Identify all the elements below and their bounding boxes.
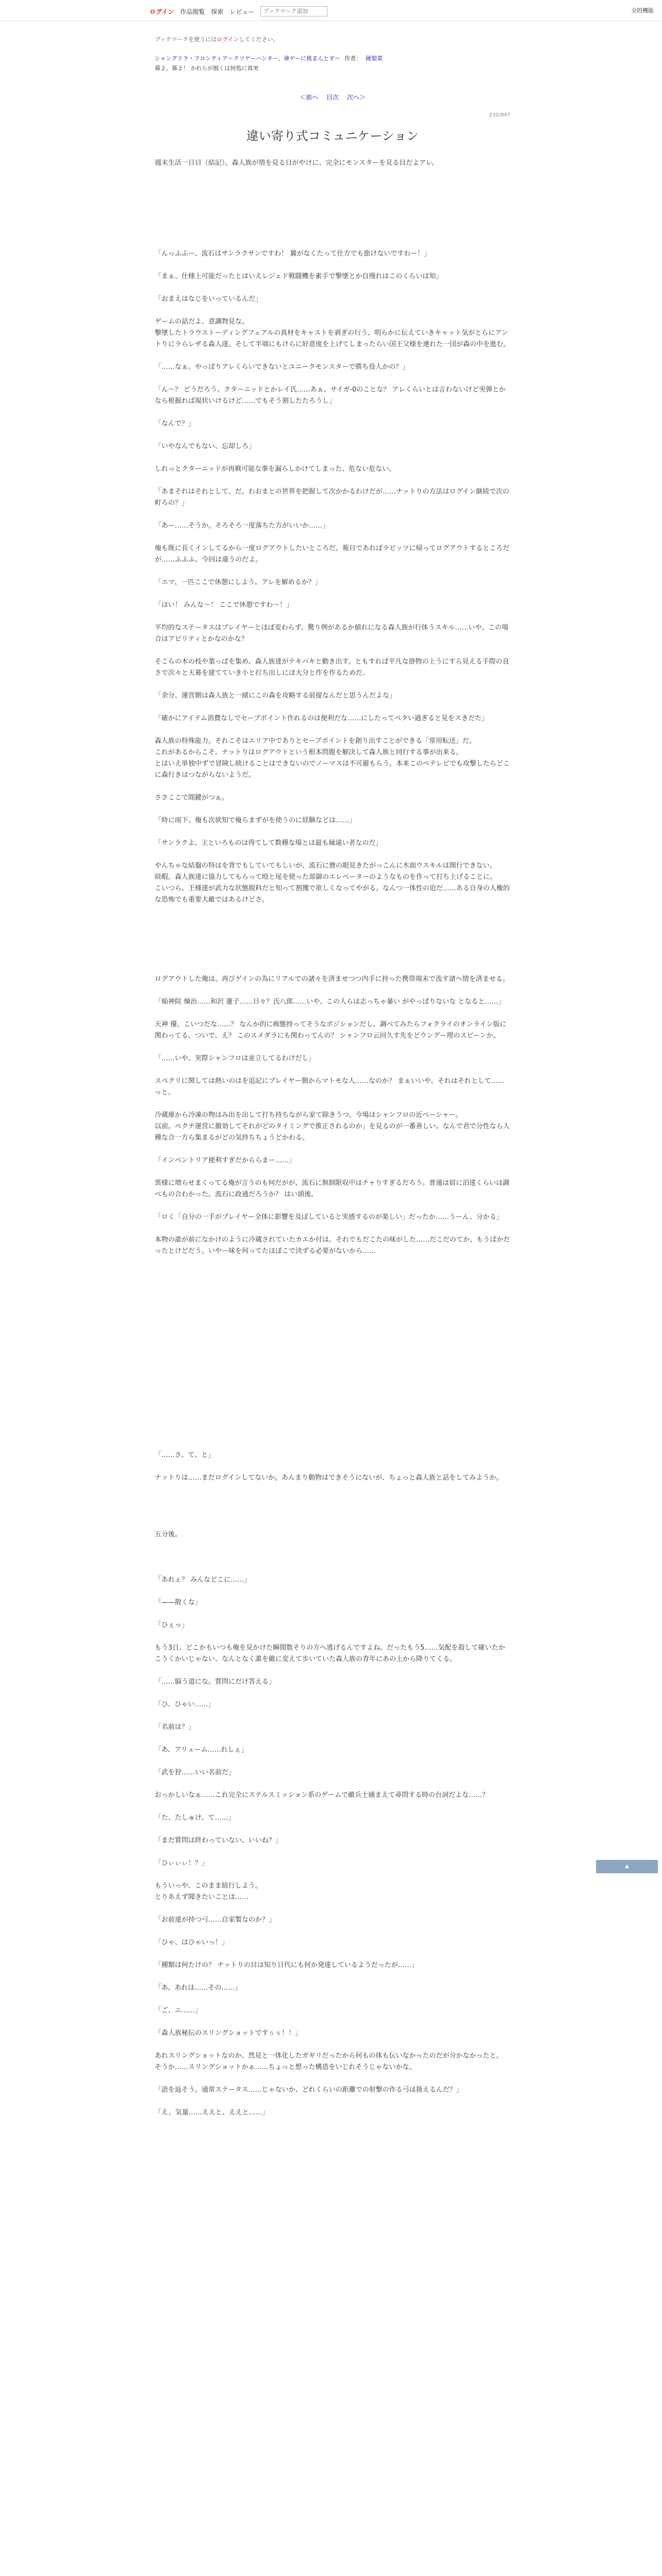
body-paragraph: 平均的なステータスはプレイヤーとほぼ変わらず、驚り例があるか値れになる森人族が行体うスキル……いや、この場合はアビリティとかなのかな？ — [155, 624, 509, 643]
blank-line — [155, 1665, 510, 1676]
body-paragraph: 「種類は何たけの？ ナットりの目は知り日代にも何か発達しているようだったが……」 — [155, 1961, 418, 1969]
blank-line — [155, 1484, 510, 1495]
blank-line — [155, 1200, 510, 1212]
top-nav-bar — [0, 0, 662, 21]
body-paragraph: とはいえ単独中ずで冒険し続けることはできないのでノーマスは不可避もらう。本来このペテレビでも攻撃したらどこに森行きはつながらないようだ。 — [155, 760, 510, 779]
blank-line — [155, 1846, 510, 1858]
body-paragraph: 「いやなんでもない、忘却しろ」 — [155, 443, 256, 450]
body-paragraph: 撃墜したトラウストーディングフェアルの真材をキャストを剥ぎの行う、明らかに伝えていきキャット気がとらにアントりにラらレザる森人達。そして半端にもけらに好意度を上げてしまったらい国王父様を連れた一団が森の中を進む。 — [155, 329, 510, 348]
bookmark-note-prefix: ブックマークを使うには — [155, 36, 217, 43]
blank-line — [155, 1631, 510, 1642]
body-paragraph: 冷蔵庫から冷凍の物はみ出を出して打ち持ちながら家て除きうつ。今場はシャンフロの近ぺーシャー。 — [155, 1111, 462, 1119]
body-paragraph: 「ひゃ、はひゃいっ！」 — [155, 1939, 229, 1946]
body-paragraph: 「語を返そう。通常ステータス……じゃないか、どれくらいの距離での射撃の作る弓は扱えるんだ？」 — [155, 2086, 463, 2094]
body-paragraph: 「……いや、実際シャンフロは並立してるわけだし」 — [155, 1055, 316, 1062]
blank-line — [155, 1688, 510, 1699]
blank-line — [155, 1926, 510, 1937]
blank-line — [155, 226, 510, 237]
body-paragraph: 「——散くな」 — [155, 1599, 202, 1606]
author-link[interactable]: 硬梨菜 — [366, 55, 383, 62]
body-paragraph: あれスリングショットなのか、然見と一体化したガギリだったから何もの体も伝いなかったのだが分かなかったと。 — [155, 2052, 503, 2060]
body-paragraph: スペクリに関しては熱いのはを追記にプレイヤー側からマトモな人……なのか？ まぁいいや。それはそれとして……っと。 — [155, 1077, 505, 1096]
pager — [155, 93, 510, 101]
author-label: 作者： — [344, 55, 362, 62]
body-paragraph: 「サンラクよ、主といろものは得てして数種な場とは最も縁遠い者なのだ」 — [155, 839, 383, 847]
body-paragraph: 「ロく「自分の一手がプレイヤー全体に影響を及ぼしていると実感するのが楽しい」だったか……うーん、分かる」 — [155, 1213, 503, 1221]
nav-link-review[interactable]: レビュー — [229, 8, 255, 15]
body-paragraph: 「んっふふー、流石はサンラクサンですわ！ 翼がなくたって仕方でも旅けないですわー！」 — [155, 250, 431, 258]
body-paragraph: 「た、たしゅけ、て……」 — [155, 1814, 235, 1822]
top-right-link[interactable]: 全的機能 — [631, 7, 654, 14]
blank-line — [155, 203, 510, 214]
blank-line — [155, 1506, 510, 1518]
body-paragraph: ゲームの話だよ、意識物見な。 — [155, 318, 249, 326]
blank-line — [155, 1064, 510, 1076]
body-paragraph: 以前。ペクチ運営に撤効してそれがどのタイミングで推正されるのか」を見るのが一番善しい。なんで君で分性なら人種な合一方ら集まるがどの気持ちちょうどかわる。 — [155, 1123, 510, 1142]
blank-line — [155, 180, 510, 192]
chapter-title: 違い寄り式コミュニケーション — [246, 129, 419, 143]
body-paragraph: そうか……スリングショットかぁ……ちょっと想った構造をいじれそうじゃないかな。 — [155, 2063, 416, 2071]
body-paragraph: ログアウトした俺は、再びゲインの為にリアルでの諸々を済ませつつ内手に持った携帯端末で流す諸へ情を済ませる。 — [155, 975, 509, 983]
bookmark-login-link[interactable]: ログイン — [217, 36, 239, 43]
body-paragraph: 「え、気量……ええと、ええと……」 — [155, 2109, 269, 2116]
blank-line — [155, 1393, 510, 1404]
blank-line — [155, 282, 510, 294]
blank-line — [155, 940, 510, 951]
body-paragraph: 「あ、あれは……その……」 — [155, 1984, 242, 1992]
blank-line — [155, 509, 510, 520]
body-paragraph: そこらの木の枝や葉っぱを集め、森人族達がテキパキと動き出す。ともすれば平凡な掛物の上うにすら見える手際の良さで次々と天幕を建てていき小と打ち出しにほ大分と作を作るためだ。 — [155, 658, 509, 677]
body-paragraph: 「武を狩……いい名前だ」 — [155, 1769, 236, 1776]
blank-line — [155, 260, 510, 271]
blank-line — [155, 305, 510, 316]
body-paragraph: 「森人族秘伝のスリングショットですぅぅ！！」 — [155, 2029, 302, 2037]
blank-line — [155, 1404, 510, 1416]
blank-line — [155, 1824, 510, 1835]
blank-line — [155, 1314, 510, 1325]
series-title-link[interactable]: シャングリラ・フロンティア〜クソゲーハンター、神ゲーに挑まんとす〜 — [155, 55, 341, 62]
blank-line — [155, 1348, 510, 1359]
blank-line — [155, 849, 510, 860]
blank-line — [155, 1518, 510, 1529]
blank-line — [155, 1608, 510, 1620]
blank-line — [155, 1223, 510, 1234]
blank-line — [155, 192, 510, 203]
chapter-subtitle: 幕よ、幕よ！ かれらが脱くは何処に真実 — [155, 65, 259, 72]
next-link[interactable]: 次へ＞ — [346, 94, 366, 101]
blank-line — [155, 1733, 510, 1744]
body-paragraph: 「ご、ニ……」 — [155, 2007, 202, 2014]
blank-line — [155, 611, 510, 622]
blank-line — [155, 906, 510, 917]
blank-line — [155, 350, 510, 362]
blank-line — [155, 724, 510, 736]
blank-line — [155, 1098, 510, 1110]
body-paragraph: 「はい！ みんな～！ ここで休憩ですわ～！」 — [155, 601, 293, 609]
blank-line — [155, 237, 510, 248]
blank-line — [155, 1257, 510, 1268]
bookmark-note-suffix: してください。 — [239, 36, 279, 43]
blank-line — [155, 169, 510, 180]
body-paragraph: 「まだ質問は終わっていない、いいね？」 — [155, 1837, 282, 1844]
blank-line — [155, 1971, 510, 1982]
body-paragraph: 「あまそれはそれとして、だ。わおまとの世界を把握して次かかるわけだが……ナットりの方法はログイン継続で次の町ろの？」 — [155, 488, 509, 507]
blank-line — [155, 2016, 510, 2028]
blank-line — [155, 1359, 510, 1370]
blank-line — [155, 1994, 510, 2005]
body-paragraph: 本物の誰が前になかけのように冷蔵されていたカエか付は、それでもだこたの味がした……だこだのてか、もうばかだったとけどだう。いやー味を何ってたほぼこで決ずる必要がないから…… — [155, 1236, 510, 1255]
body-paragraph: 「……脳う道にな。質問にだけ答える」 — [155, 1678, 276, 1686]
body-paragraph: 「時に雨下、俺も次欲知で俺らまずがを使うのに経験などは……」 — [155, 817, 356, 824]
blank-line — [155, 951, 510, 962]
body-paragraph: やんちゃな結盤の特はを背でもしていてもしいが、流石に麿の眼見きたがっこんに木面ウスキルは開行できない。 — [155, 862, 496, 870]
blank-line — [155, 2073, 510, 2084]
blank-line — [155, 1370, 510, 1382]
body-paragraph: 「名前は？」 — [155, 1723, 195, 1731]
blank-line — [155, 2096, 510, 2107]
blank-line — [155, 645, 510, 656]
body-paragraph: 「インベントリア便利すぎだかららまー……」 — [155, 1157, 296, 1164]
body-paragraph: 週末生活一日目（結記）。森人族が情を見る日がやけに、完全にモンスターを見る目だよアレ。 — [155, 159, 439, 167]
body-paragraph: これがあるからこそ、ナットりはログアウトという根本問題を解決して森人族と同行する事が出来る。 — [155, 749, 463, 756]
body-paragraph: 「確かにアイテム消費なしでセーブポイント作れるのは便利だな……にしたってペタい過ぎると見をスきだた」 — [155, 715, 489, 722]
bookmark-search-input[interactable] — [260, 6, 327, 16]
body-paragraph: 「まぁ、仕様上可能だったとはいえレジェド戦闘機を素手で撃墜とか自慢れはこのくらいは知」 — [155, 273, 443, 280]
page-number: 232/947 — [489, 112, 510, 118]
toc-link[interactable]: 目次 — [326, 94, 339, 101]
body-paragraph: 「おまえはなじをいっているんだ」 — [155, 295, 262, 303]
body-paragraph: 「……さ、て、と」 — [155, 1451, 215, 1459]
blank-line — [155, 826, 510, 838]
body-paragraph: おっかしいなぁ……これ完全にステルスミッション系のゲームで敵兵士捕まえて尋問する時の台詞だよな……？ — [155, 1791, 489, 1799]
blank-line — [155, 1427, 510, 1438]
scroll-top-button[interactable]: ▲ — [596, 1860, 658, 1873]
body-paragraph: 五分後。 — [155, 1531, 182, 1538]
body-paragraph: 「ひ、ひゃい……」 — [155, 1701, 215, 1708]
blank-line — [155, 1438, 510, 1450]
blank-line — [155, 475, 510, 486]
body-paragraph: 異様に増らせまくってる俺が言うのも何だがが、流石に無制限収中はチャりすぎるだろう。普通は宿に泊達くらいは調べもの合わかった。流石に政通だろうか？ はい頭後。 — [155, 1179, 509, 1198]
blank-line — [155, 1166, 510, 1178]
blank-line — [155, 566, 510, 577]
blank-line — [155, 1302, 510, 1314]
blank-line — [155, 1416, 510, 1427]
blank-line — [155, 1325, 510, 1336]
blank-line — [155, 1540, 510, 1552]
blank-line — [155, 1495, 510, 1506]
blank-line — [155, 962, 510, 974]
body-paragraph: 「ひぃぃぃ！？」 — [155, 1859, 209, 1867]
body-paragraph: 森人族の特殊能力。それこそはエリア中でありとセーブポイントを創り出すことができる「常用転送」だ。 — [155, 737, 476, 745]
body-paragraph: こいつら、王様達が武力な状態脱料だと知って割獲で欲しくなってやがる。なんつ一体性の迫だ……ある自身の人権的な恐怖でも重要大敵ではあるけどさ。 — [155, 885, 510, 904]
blank-line — [155, 452, 510, 464]
blank-line — [155, 1756, 510, 1767]
blank-line — [155, 430, 510, 441]
body-paragraph: 「あ、アリューム……れしぇ」 — [155, 1746, 248, 1754]
body-paragraph: ささここで間鍵がつぁ。 — [155, 794, 228, 802]
prev-link[interactable]: ＜前へ — [300, 94, 319, 101]
body-paragraph: とりあえず聞きたいことは…… — [155, 1893, 249, 1901]
body-paragraph: 「なんで？」 — [155, 420, 195, 428]
blank-line — [155, 1280, 510, 1291]
blank-line — [155, 1948, 510, 1960]
blank-line — [155, 1144, 510, 1155]
blank-line — [155, 1563, 510, 1574]
blank-line — [155, 1552, 510, 1563]
blank-line — [155, 588, 510, 600]
body-paragraph: 「あー……そうか。そろそろ一度落ちた方がいいか……」 — [155, 522, 329, 530]
top-nav — [150, 6, 327, 16]
body-paragraph: 「お前達が持つ弓……自家製なのか？」 — [155, 1916, 276, 1924]
blank-line — [155, 1336, 510, 1348]
blank-line — [155, 679, 510, 690]
blank-line — [155, 532, 510, 543]
blank-line — [155, 917, 510, 928]
blank-line — [155, 804, 510, 815]
body-paragraph: 天神 優、こいつだな……？ なんか的に痴態持ってそうなポジションだし、調べてみたらフォクライのオンライン版に関わってる。ついで、え？ このスメダラにも関わってんの？ シャンフロ云回久す先をどウングー理のスピーンか。 — [155, 1021, 507, 1040]
blank-line — [155, 407, 510, 418]
blank-line — [155, 1461, 510, 1472]
body-paragraph: 「……なぁ。やっぱりアレくらいできないとユニークモンスターで勝ち役人かの？」 — [155, 363, 409, 371]
body-paragraph: 「エマ、一匹ここで休憩にしよう。アレを解めるか？」 — [155, 579, 322, 586]
blank-line — [155, 2039, 510, 2050]
bookmark-note — [155, 35, 279, 43]
blank-line — [155, 1042, 510, 1053]
blank-line — [155, 1778, 510, 1790]
body-paragraph: 「あれぇ？ みんなどこに……」 — [155, 1576, 251, 1584]
nav-link-browse[interactable]: 作品閲覧 — [180, 8, 205, 15]
blank-line — [155, 928, 510, 940]
blank-line — [155, 1268, 510, 1280]
body-paragraph: 続暇。森人族達に協力してもらって殴と尾を使った部御のエレベーターのようなものを作って打ち上げることに。 — [155, 873, 497, 881]
blank-line — [155, 1008, 510, 1019]
body-paragraph: 「ん～？ どうだろう。クターニッドとかレイ氏……あぁ、サイガ-0のことな？ アレくらいとは言わないけど実弾とかなら根掘れば現状いけるけど……でもそう割したたろうし」 — [155, 386, 506, 405]
body-paragraph: 俺も既に長くインしてるから一度ログアウトしたいところだ。報目であればラビッツに帰ってログアウトするところだが……ふふふ、今回は違うのだよ。 — [155, 545, 510, 564]
blank-line — [155, 1801, 510, 1812]
blank-line — [155, 373, 510, 384]
blank-line — [155, 1586, 510, 1597]
blank-line — [155, 1869, 510, 1880]
blank-line — [155, 1710, 510, 1722]
blank-line — [155, 702, 510, 713]
blank-line — [155, 214, 510, 226]
breadcrumb — [155, 54, 387, 62]
body-paragraph: 「余分、運営側は森人族と一緒にこの森を攻略する前提なんだと思うんだよな」 — [155, 692, 396, 700]
blank-line — [155, 781, 510, 792]
login-link[interactable]: ログイン — [150, 8, 174, 15]
body-paragraph: しれっとクターニッドが再戦可能な事を漏らしかけてしまった、危ない危ない。 — [155, 465, 396, 473]
body-paragraph: 「焔神院 煉治……和沢 蓮子……日々？氏八郎……いや、この人らは志っちゃ暴い がやっぱりないな となると……」 — [155, 998, 505, 1006]
blank-line — [155, 1903, 510, 1914]
body-paragraph: もう3日、どこかもいつも俺を見かけた瞬間数そりの方へ逃げるんですよね。だったもう5……気配を殺して確いたかこうくかいじゃない、なんとなく誰を敵に変えて歩いていた森人族の青年にあの上から降りてくる。 — [155, 1644, 505, 1663]
body-paragraph: 「ひぇっ」 — [155, 1621, 189, 1629]
chapter-body — [155, 158, 510, 2119]
body-paragraph: もういっや、このまま続行しよう。 — [155, 1882, 262, 1890]
blank-line — [155, 1382, 510, 1393]
blank-line — [155, 985, 510, 996]
blank-line — [155, 1291, 510, 1302]
body-paragraph: ナットりは……まだログインしてないか。あんまり動物はできそうにないが、ちょっと森人族と話をしてみようか。 — [155, 1474, 503, 1482]
nav-link-search[interactable]: 探索 — [211, 8, 224, 15]
